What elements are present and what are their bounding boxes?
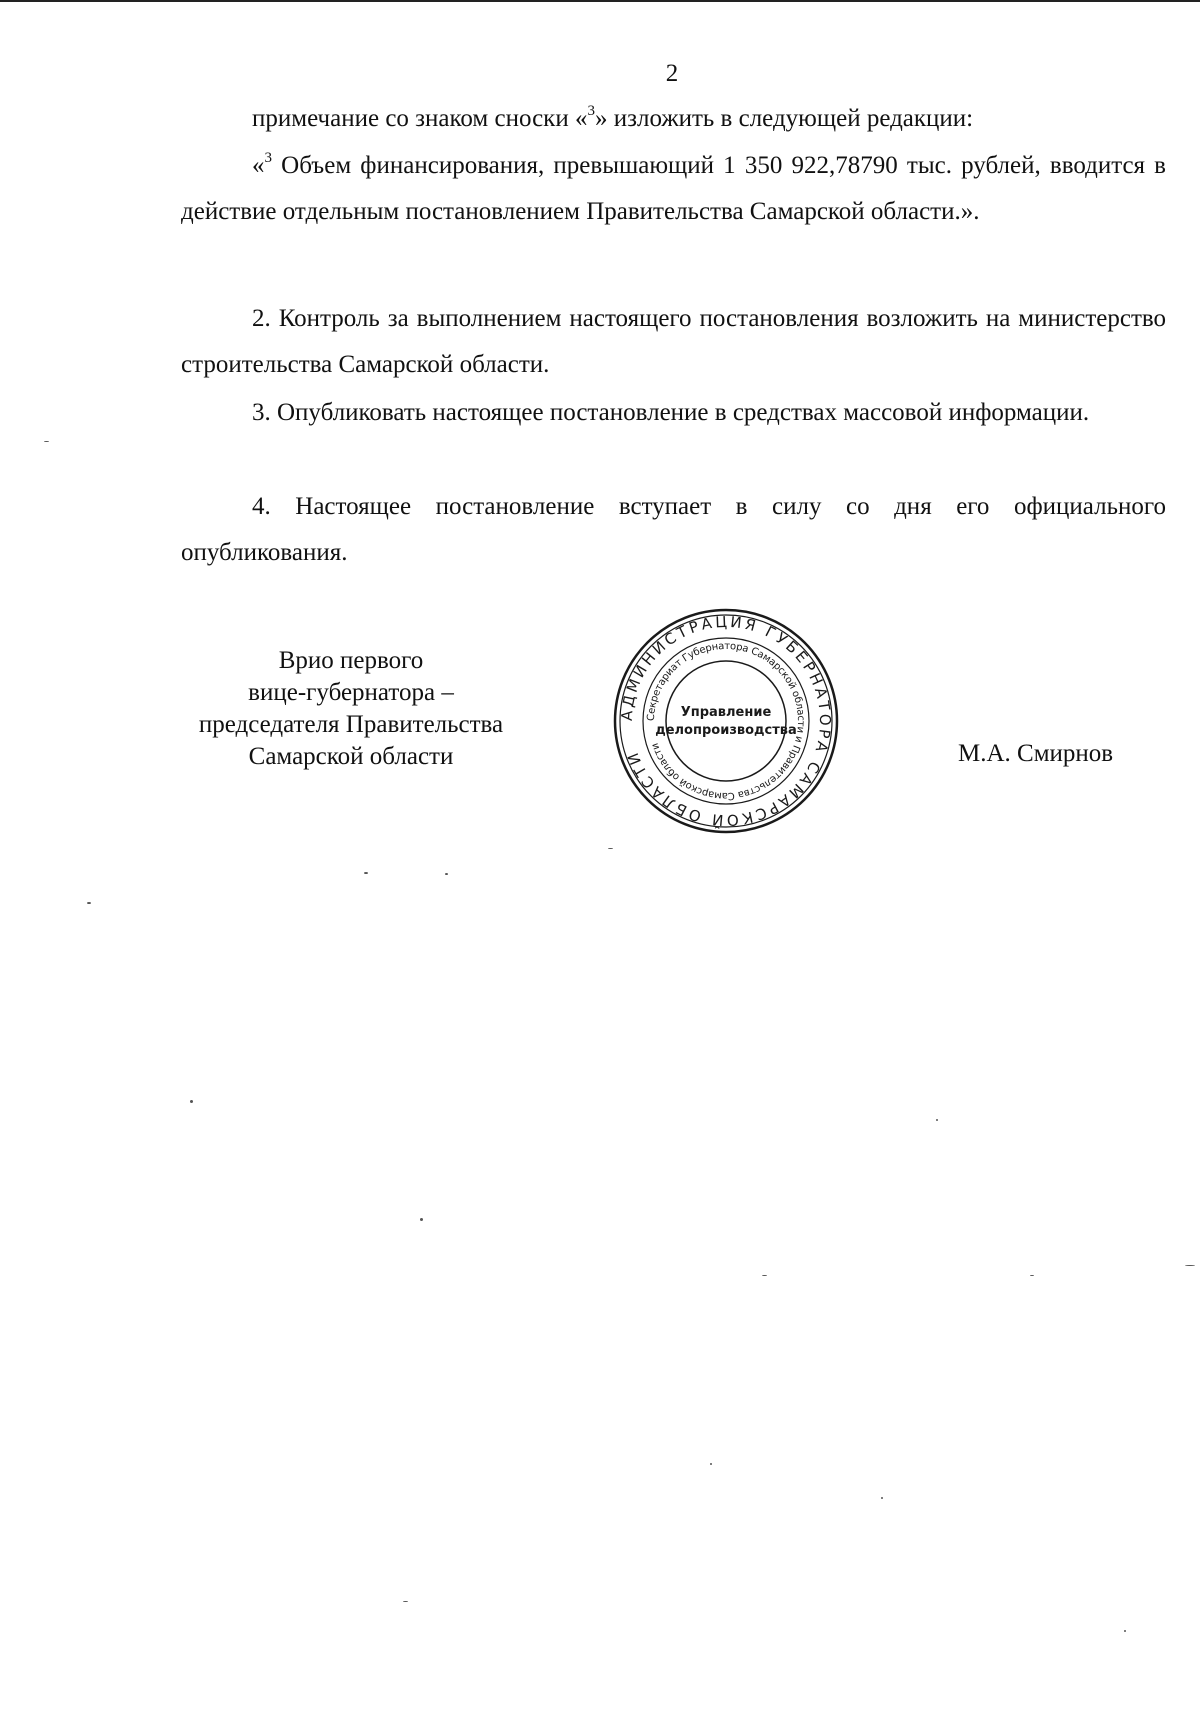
stamp-middle-ring [643, 638, 809, 804]
scan-speck [1124, 1630, 1126, 1632]
signatory-name: М.А. Смирнов [958, 740, 1114, 767]
scan-speck [1030, 1275, 1034, 1276]
official-stamp [611, 606, 841, 836]
signatory-title-line: Врио первого [278, 647, 424, 674]
stamp-center-line: делопроизводства [655, 723, 797, 738]
stamp-outer-text: АДМИНИСТРАЦИЯ ГУБЕРНАТОРА САМАРСКОЙ ОБЛАСТИ [617, 612, 835, 830]
footnote-mark: 3 [587, 103, 595, 119]
scan-speck [87, 902, 91, 904]
scan-speck [710, 1463, 712, 1465]
paragraph-footnote-text [181, 143, 1166, 235]
signatory-title-line: Самарской области [248, 743, 454, 770]
scan-speck [762, 1275, 767, 1276]
scan-speck [44, 441, 49, 442]
page-number: 2 [665, 60, 679, 87]
paragraph-footnote-intro [181, 96, 1166, 142]
scan-speck [445, 873, 448, 875]
stamp-graphic [611, 606, 841, 836]
scan-speck [1185, 1265, 1195, 1266]
stamp-center-line: Управление [680, 705, 772, 720]
stamp-inner-ring [666, 661, 786, 781]
signatory-title-line: председателя Правительства [198, 711, 504, 738]
scan-speck [881, 1497, 883, 1499]
footnote-mark: 3 [264, 150, 272, 166]
paragraph-item-3: 3. Опубликовать настоящее постановление в средствах массовой информации. [252, 399, 1090, 426]
scan-speck [364, 872, 368, 874]
scan-speck [190, 1100, 193, 1103]
page-top-edge [0, 0, 1200, 2]
paragraph-text: примечание со знаком сноски « [252, 105, 588, 132]
signatory-title-line: вице-губернатора – [248, 679, 454, 706]
scan-speck [608, 848, 613, 849]
paragraph-item-2: 2. Контроль за выполнением настоящего постановления возложить на министерство строительства Самарской области. [181, 305, 1166, 378]
scan-speck [420, 1218, 423, 1221]
stamp-inner-text: Секретариат Губернатора Самарской области и Правительства Самарской области [645, 640, 807, 802]
svg-text:Секретариат Губернатора Самарс [646, 641, 806, 801]
scan-speck [403, 1601, 408, 1602]
paragraph-item-4: 4. Настоящее постановление вступает в силу со дня его официального опубликования. [181, 493, 1166, 566]
scan-speck [936, 1119, 938, 1121]
signatory-title [181, 645, 521, 773]
paragraph-text: » изложить в следующей редакции: [594, 105, 974, 132]
open-quote: « [252, 152, 265, 179]
paragraph-text: Объем финансирования, превышающий 1 350 922,78790 тыс. рублей, вводится в действие отдельным постановлением Правительства Самарской области.». [181, 152, 1166, 225]
